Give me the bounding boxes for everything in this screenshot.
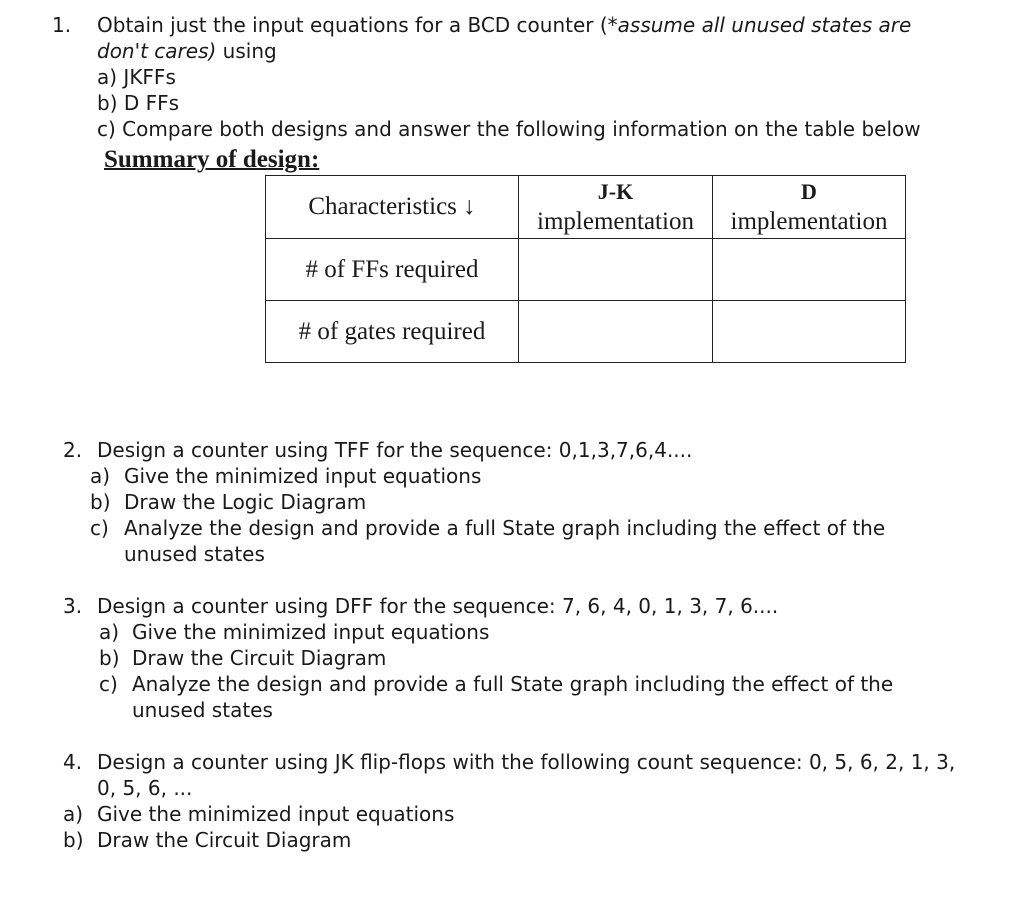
q2-intro: Design a counter using TFF for the sequence: 0,1,3,7,6,4.... bbox=[97, 438, 693, 462]
cell-d-ffs[interactable] bbox=[713, 239, 906, 301]
q2-label-b: b) bbox=[90, 490, 111, 514]
q3-label-c: c) bbox=[99, 672, 118, 696]
q2-number: 2. bbox=[63, 438, 83, 462]
q3-part-c-line2: unused states bbox=[132, 698, 273, 722]
q3-number: 3. bbox=[63, 594, 83, 618]
summary-table bbox=[265, 175, 906, 363]
q2-label-a: a) bbox=[90, 464, 111, 488]
header-d-implementation: D implementation bbox=[713, 176, 906, 239]
row-label-gates: # of gates required bbox=[266, 301, 519, 363]
header-characteristics: Characteristics ↓ bbox=[266, 176, 519, 239]
q3-label-b: b) bbox=[99, 646, 120, 670]
q4-label-b: b) bbox=[63, 828, 84, 852]
table-row bbox=[266, 239, 906, 301]
table-header-row bbox=[266, 176, 906, 239]
q4-number: 4. bbox=[63, 750, 83, 774]
q3-part-a: Give the minimized input equations bbox=[132, 620, 490, 644]
q4-intro-line2: 0, 5, 6, ... bbox=[97, 776, 193, 800]
q4-part-a: Give the minimized input equations bbox=[97, 802, 455, 826]
q1-number: 1. bbox=[52, 13, 72, 37]
row-label-ffs: # of FFs required bbox=[266, 239, 519, 301]
q2-part-c-line2: unused states bbox=[124, 542, 265, 566]
q1-part-c: c) Compare both designs and answer the following information on the table below bbox=[97, 117, 921, 141]
q3-label-a: a) bbox=[99, 620, 120, 644]
q2-part-c-line1: Analyze the design and provide a full State graph including the effect of the bbox=[124, 516, 886, 540]
q1-part-b: b) D FFs bbox=[97, 91, 180, 115]
cell-d-gates[interactable] bbox=[713, 301, 906, 363]
q2-label-c: c) bbox=[90, 516, 109, 540]
q3-intro: Design a counter using DFF for the sequence: 7, 6, 4, 0, 1, 3, 7, 6.... bbox=[97, 594, 779, 618]
q3-part-b: Draw the Circuit Diagram bbox=[132, 646, 387, 670]
table-row bbox=[266, 301, 906, 363]
q4-label-a: a) bbox=[63, 802, 84, 826]
q2-part-a: Give the minimized input equations bbox=[124, 464, 482, 488]
cell-jk-ffs[interactable] bbox=[519, 239, 713, 301]
q2-part-b: Draw the Logic Diagram bbox=[124, 490, 367, 514]
q4-part-b: Draw the Circuit Diagram bbox=[97, 828, 352, 852]
cell-jk-gates[interactable] bbox=[519, 301, 713, 363]
q3-part-c-line1: Analyze the design and provide a full State graph including the effect of the bbox=[132, 672, 894, 696]
header-jk-implementation: J-K implementation bbox=[519, 176, 713, 239]
q1-part-a: a) JKFFs bbox=[97, 65, 176, 89]
summary-heading: Summary of design: bbox=[104, 146, 320, 173]
q1-intro-line1: Obtain just the input equations for a BCD counter (*assume all unused states are bbox=[97, 13, 912, 37]
q1-intro-line2: don't cares) using bbox=[97, 39, 277, 63]
q4-intro-line1: Design a counter using JK flip-flops with the following count sequence: 0, 5, 6, 2, 1, 3, bbox=[97, 750, 956, 774]
